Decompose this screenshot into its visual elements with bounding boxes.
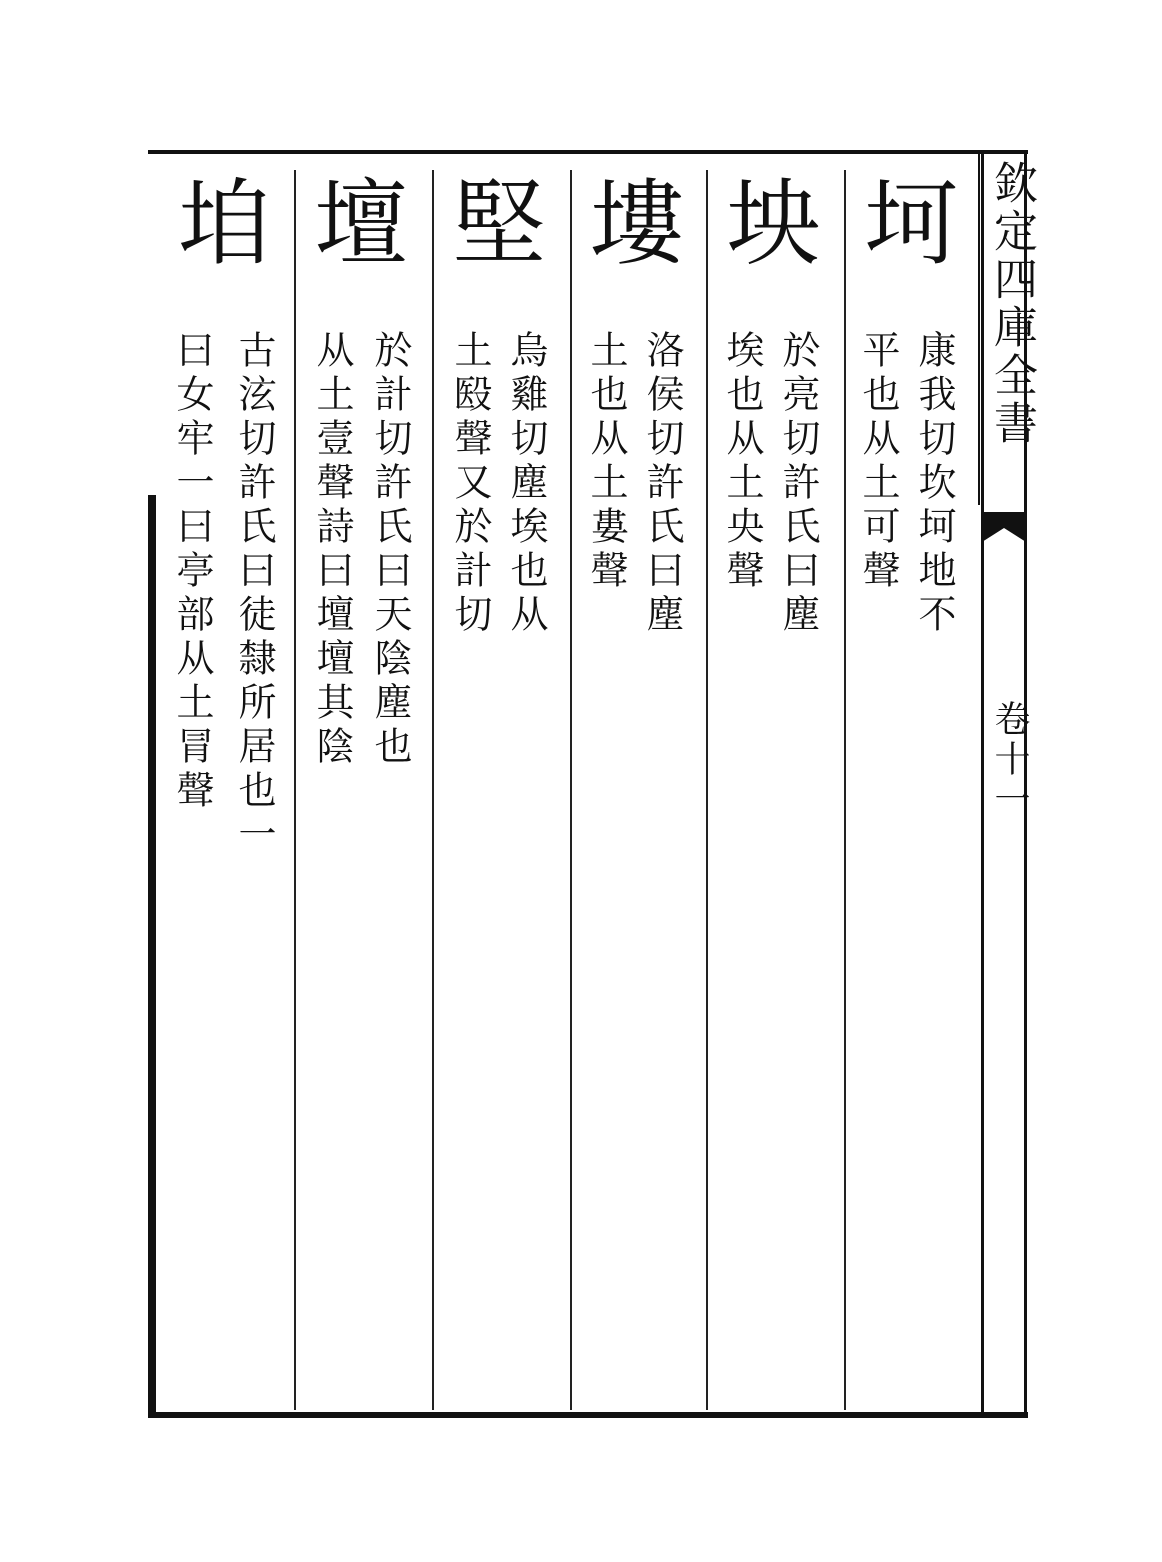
gloss-line: 土也从土婁聲 <box>584 330 628 594</box>
column-divider <box>432 170 434 1410</box>
gloss-line: 曰女牢一曰亭部从土冐聲 <box>170 330 214 814</box>
book-title: 欽定四庫全書 <box>986 160 1037 448</box>
fish-tail-mark <box>982 512 1026 556</box>
column-divider <box>706 170 708 1410</box>
seal-character: 堅 <box>451 170 546 279</box>
gloss-line: 土殹聲又於計切 <box>448 330 492 638</box>
gloss-line: 平也从土可聲 <box>856 330 900 594</box>
seal-character: 壇 <box>313 170 408 279</box>
gloss-line: 於亮切許氏曰塵 <box>776 330 820 638</box>
seal-character: 垍 <box>177 170 272 279</box>
gloss-line: 古泫切許氏曰徒隸所居也一 <box>232 330 276 858</box>
bottom-border <box>148 1412 1028 1418</box>
volume-number: 卷十一 <box>989 700 1030 820</box>
seal-character: 坱 <box>725 170 820 279</box>
gloss-line: 於計切許氏曰天陰塵也 <box>368 330 412 770</box>
gloss-line: 烏雞切塵埃也从 <box>504 330 548 638</box>
seal-character: 坷 <box>863 170 958 279</box>
column-divider <box>844 170 846 1410</box>
gloss-line: 洛侯切許氏曰塵 <box>640 330 684 638</box>
left-border <box>148 495 156 1418</box>
gloss-line: 埃也从土央聲 <box>720 330 764 594</box>
gloss-line: 从土壹聲詩曰壇壇其陰 <box>310 330 354 770</box>
column-divider <box>294 170 296 1410</box>
seal-character: 塿 <box>589 170 684 279</box>
column-divider <box>570 170 572 1410</box>
top-border <box>148 150 1028 154</box>
gloss-line: 康我切坎坷地不 <box>912 330 956 638</box>
